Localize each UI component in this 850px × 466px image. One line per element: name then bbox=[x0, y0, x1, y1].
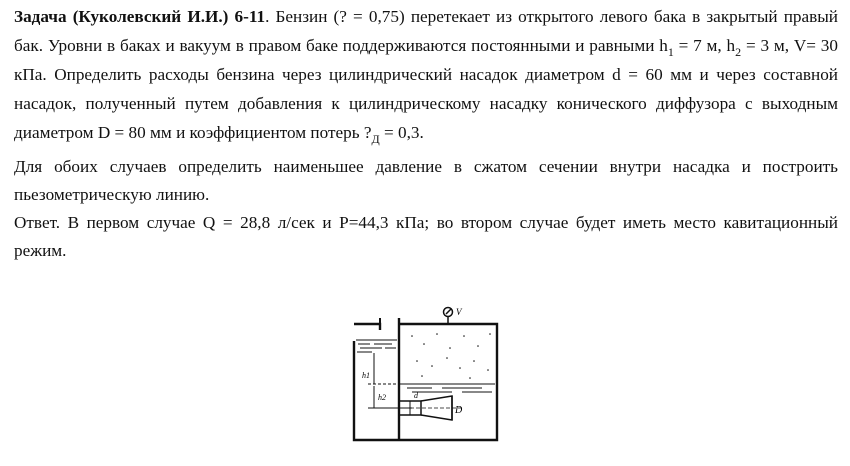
label-D: D bbox=[455, 405, 463, 416]
label-v: V bbox=[456, 307, 462, 317]
left-liquid-surface bbox=[356, 340, 397, 352]
problem-text bbox=[14, 2, 838, 265]
tank-diagram bbox=[352, 306, 500, 446]
vapor-dots bbox=[411, 333, 491, 379]
vacuum-gauge bbox=[444, 308, 453, 325]
label-h2: h2 bbox=[378, 393, 386, 402]
problem-title: Задача (Куколевский И.И.) 6-11 bbox=[14, 7, 266, 26]
dimension-lines bbox=[368, 353, 412, 408]
task-statement: Для обоих случаев определить наименьшее давление в сжатом сечении внутри насадка и построить пьезометрическую линию. bbox=[14, 157, 838, 204]
answer-statement: Ответ. В первом случае Q = 28,8 л/сек и P=44,3 кПа; во втором случае будет иметь место кавитационный режим. bbox=[14, 213, 838, 260]
label-h1: h1 bbox=[362, 371, 370, 380]
tank-walls bbox=[354, 318, 497, 440]
problem-statement: Задача (Куколевский И.И.) 6-11. Бензин (? = 0,75) перетекает из открытого левого бака в закрытый правый бак. Уровни в баках и вакуум в правом баке поддерживаются постоянными и равными $h_1 = 7$ м, $h_2 = 3$ м, V= 30 кПа. Определить расходы бензина через цилиндрический насадок диаметром d = 60 мм и через составной насадок, полученный путем добавления к цилиндрическому насадку конического диффузора с выходным диаметром D = 80 мм и коэффициентом потерь $?_Д = 0,3$. bbox=[14, 7, 838, 146]
label-d: d bbox=[414, 391, 418, 400]
